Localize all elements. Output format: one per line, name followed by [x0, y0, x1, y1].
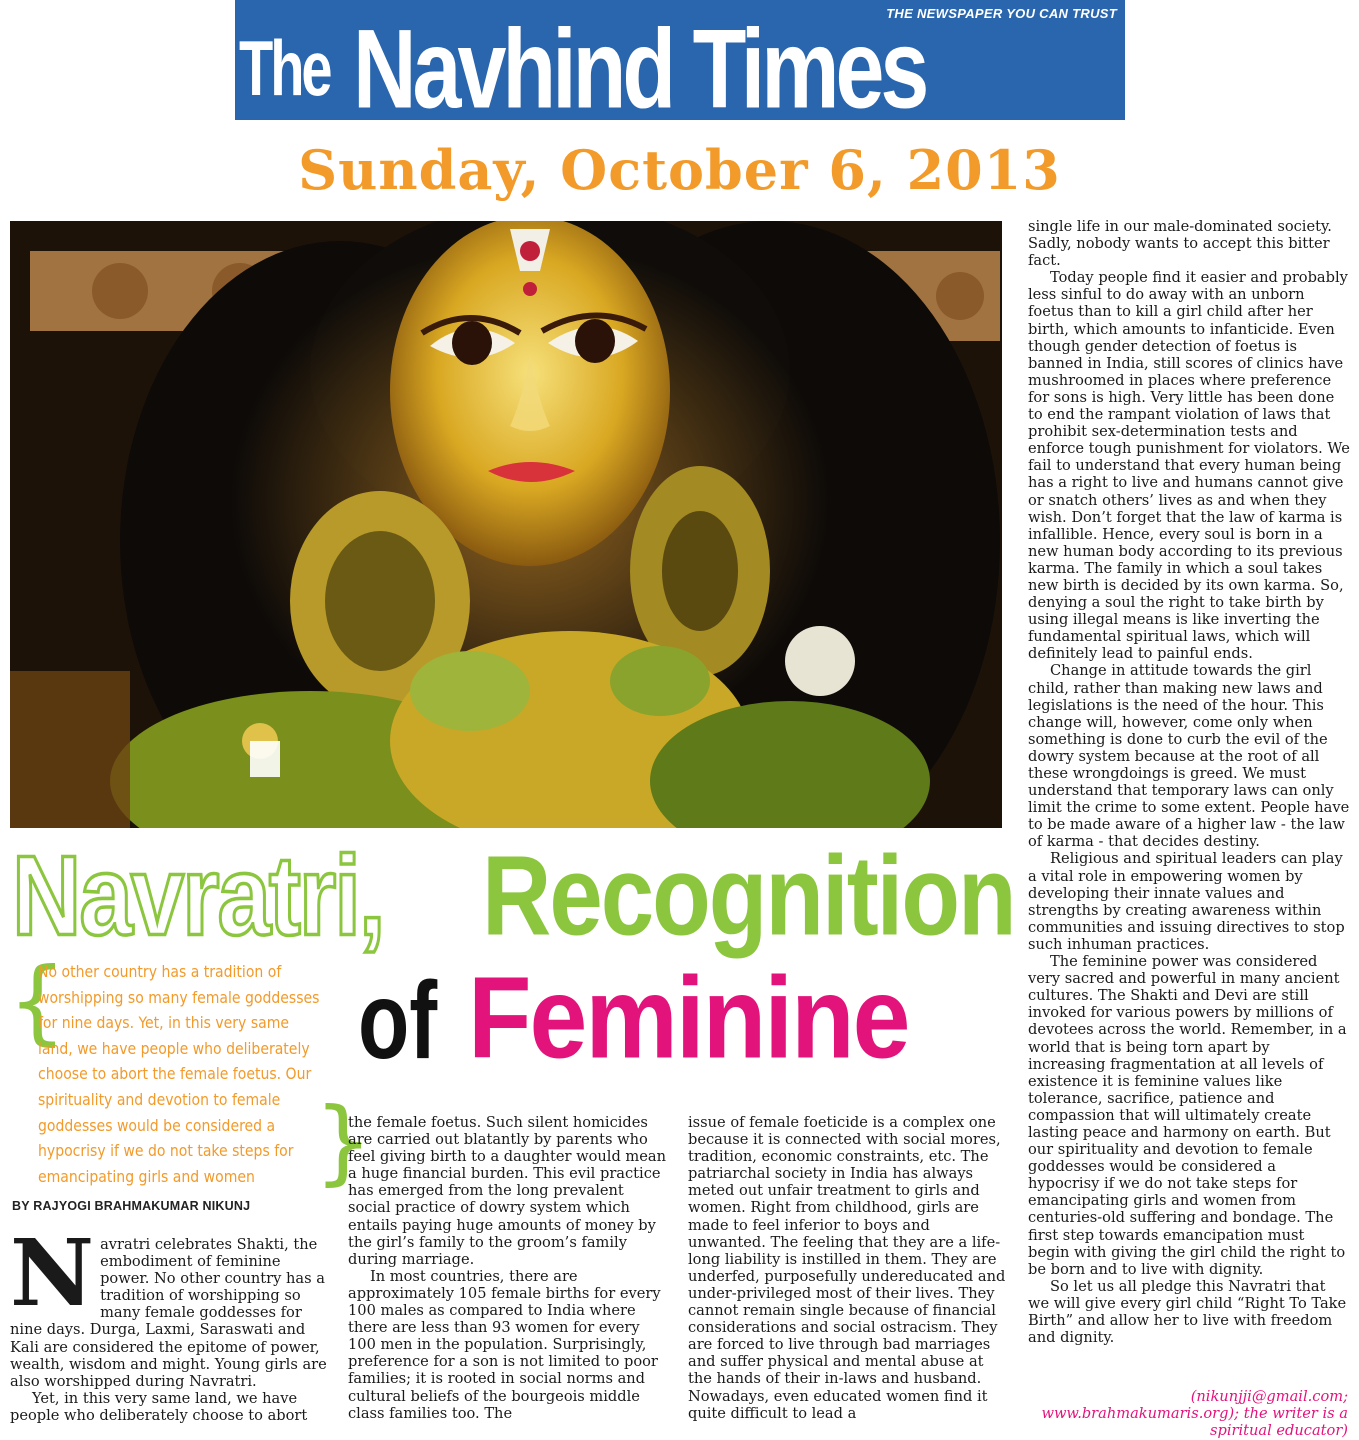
- author-note: (nikunjji@gmail.com; www.brahmakumaris.org); the writer is a spiritual educator): [1041, 1388, 1348, 1440]
- left-brace-icon: {: [8, 948, 67, 1055]
- paragraph: Yet, in this very same land, we have people who deliberately choose to abort: [10, 1389, 308, 1424]
- paragraph: So let us all pledge this Navratri that we will give every girl child “Right To Take Birth” and allow her to live with freedom and dignity.: [1028, 1277, 1347, 1347]
- masthead-title: Navhind Times: [353, 5, 926, 133]
- pull-quote: No other country has a tradition of worshipping so many female goddesses for nine days. Yet, in this very same land, we have people who deliberately choose to abort the female foetus. Our spirituality and devotion to female goddesses would be considered a hypocrisy if we do not take steps for emancipating girls and women: [38, 963, 320, 1186]
- goddess-illustration: [10, 221, 1002, 828]
- issue-date: Sunday, October 6, 2013: [298, 138, 1061, 202]
- paragraph: the female foetus. Such silent homicides are carried out blatantly by parents who feel giving birth to a daughter would mean a huge financial burden. This evil practice has emerged from the long prevalent social practice of dowry system which entails paying huge amounts of money by the girl’s family to the groom’s family during marriage.: [348, 1114, 666, 1268]
- masthead-the: The: [239, 23, 330, 112]
- article-column-4: [1028, 218, 1350, 1346]
- paragraph: In most countries, there are approximately 105 female births for every 100 males as compared to India where there are less than 93 women for every 100 men in the population. Surprisingly, preference for a son is not limited to poor families; it is rooted in social norms and cultural beliefs of the bourgeois middle class families too. The: [348, 1267, 661, 1422]
- drop-cap: N: [10, 1219, 95, 1327]
- headline-recognition: Recognition: [482, 833, 1015, 960]
- byline: BY RAJYOGI BRAHMAKUMAR NIKUNJ: [12, 1199, 251, 1213]
- paragraph: Change in attitude towards the girl child, rather than making new laws and legislations is the need of the hour. This change will, however, come only when something is done to curb the evil of the dowry system because at the root of all these wrongdoings is greed. We must understand that temporary laws can only limit the crime to some extent. People have to be made aware of a higher law - the law of karma - that decides destiny.: [1028, 662, 1350, 851]
- article-column-1: [10, 1219, 328, 1424]
- masthead-tagline: THE NEWSPAPER YOU CAN TRUST: [886, 6, 1117, 21]
- paragraph: issue of female foeticide is a complex one because it is connected with social mores, tradition, economic constraints, etc. The patriarchal society in India has always meted out unfair treatment to girls and women. Right from childhood, girls are made to feel inferior to boys and unwanted. The feeling that they are a life-long liability is instilled in them. They are underfed, purposefully undereducated and under-privileged most of their lives. They cannot remain single because of financial considerations and social ostracism. They are forced to live through bad marriages and suffer physical and mental abuse at the hands of their in-laws and husband. Nowadays, even educated women find it quite difficult to lead a: [688, 1114, 1006, 1422]
- article-photo: [10, 221, 1002, 828]
- paragraph: single life in our male-dominated society. Sadly, nobody wants to accept this bitter fact.: [1028, 218, 1332, 270]
- paragraph: The feminine power was considered very sacred and powerful in many ancient cultures. The Shakti and Devi are still invoked for various powers by millions of devotees across the world. Remember, in a world that is being torn apart by increasing fragmentation at all levels of existence it is feminine values like tolerance, sacrifice, patience and compassion that will ultimately create lasting peace and harmony on earth. But our spirituality and devotion to female goddesses would be considered a hypocrisy if we do not take steps for emancipating girls and women from centuries-old suffering and bondage. The first step towards emancipation must begin with giving the girl child the right to be born and to live with dignity.: [1028, 953, 1347, 1278]
- right-brace-icon: }: [314, 1088, 373, 1195]
- paragraph: avratri celebrates Shakti, the embodiment of feminine power. No other country has a tradition of worshipping so many female goddesses for nine days. Durga, Laxmi, Saraswati and Kali are considered the epitome of power, wealth, wisdom and might. Young girls are also worshipped during Navratri.: [10, 1236, 327, 1390]
- headline-feminine: Feminine: [468, 953, 909, 1084]
- masthead: [235, 0, 1125, 133]
- article-column-3: [688, 1114, 1008, 1422]
- article-column-2: [348, 1114, 666, 1422]
- paragraph: Religious and spiritual leaders can play a vital role in empowering women by developing their innate values and strengths by creating awareness within communities and issuing directives to stop such inhuman practices.: [1028, 850, 1345, 953]
- headline-navratri: Navratri,: [12, 833, 384, 960]
- headline-of: of: [358, 959, 438, 1082]
- paragraph: Today people find it easier and probably less sinful to do away with an unborn foetus than to kill a girl child after her birth, which amounts to infanticide. Even though gender detection of foetus is banned in India, still scores of clinics have mushroomed in places where preference for sons is high. Very little has been done to end the rampant violation of laws that prohibit sex-determination tests and enforce tough punishment for violators. We fail to understand that every human being has a right to live and humans cannot give or snatch others’ lives as and when they wish. Don’t forget that the law of karma is infallible. Hence, every soul is born in a new human body according to its previous karma. The family in which a soul takes new birth is decided by its own karma. So, denying a soul the right to take birth by using illegal means is like inverting the fundamental spiritual laws, which will definitely lead to painful ends.: [1028, 269, 1350, 663]
